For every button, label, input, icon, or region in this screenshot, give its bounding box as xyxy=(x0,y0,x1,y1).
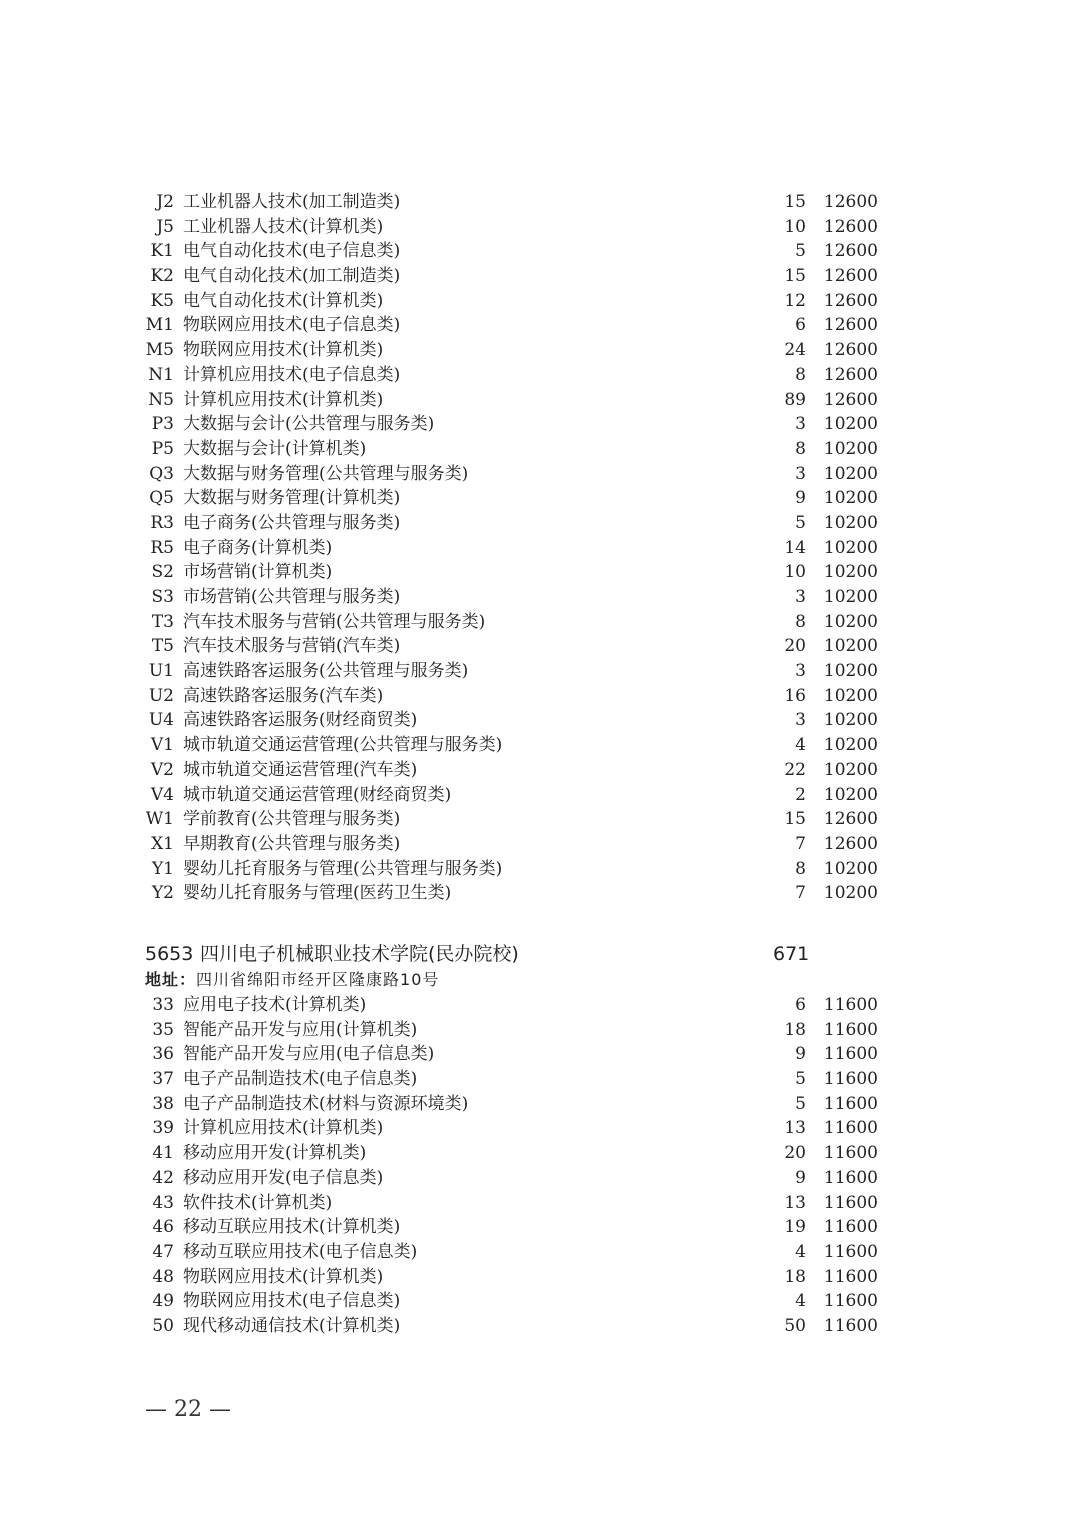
tuition-fee: 11600 xyxy=(823,1217,878,1238)
table-row xyxy=(0,1018,1080,1043)
program-code: U2 xyxy=(148,685,174,706)
program-name: 电子商务(计算机类) xyxy=(183,537,333,558)
enrollment-plan: 15 xyxy=(784,192,806,212)
tuition-fee: 10200 xyxy=(823,438,878,459)
program-code: N1 xyxy=(148,364,174,385)
program-name: 软件技术(计算机类) xyxy=(183,1192,333,1213)
program-name: 移动互联应用技术(计算机类) xyxy=(183,1217,401,1238)
address-text: 四川省绵阳市经开区隆康路10号 xyxy=(196,970,440,989)
program-code: 42 xyxy=(152,1167,174,1188)
table-row xyxy=(0,807,1080,832)
enrollment-plan: 7 xyxy=(795,883,806,904)
program-name: 工业机器人技术(加工制造类) xyxy=(183,192,401,212)
table-row xyxy=(0,1042,1080,1067)
enrollment-plan: 7 xyxy=(795,833,806,854)
tuition-fee: 12600 xyxy=(823,809,878,830)
table-row xyxy=(0,338,1080,363)
tuition-fee: 11600 xyxy=(823,1069,878,1090)
enrollment-plan: 4 xyxy=(795,1241,806,1262)
enrollment-plan: 5 xyxy=(795,1069,806,1090)
program-code: 46 xyxy=(152,1217,174,1238)
program-name: 物联网应用技术(电子信息类) xyxy=(183,1291,401,1312)
table-row xyxy=(0,536,1080,561)
table-row xyxy=(0,1289,1080,1314)
table-row xyxy=(0,1092,1080,1117)
tuition-fee: 10200 xyxy=(823,512,878,533)
program-name: 电子商务(公共管理与服务类) xyxy=(183,512,401,533)
program-name: 智能产品开发与应用(电子信息类) xyxy=(183,1044,435,1065)
tuition-fee: 10200 xyxy=(823,685,878,706)
enrollment-plan: 5 xyxy=(795,512,806,533)
table-row xyxy=(0,412,1080,437)
table-row xyxy=(0,215,1080,240)
program-code: Q3 xyxy=(149,463,174,484)
program-code: N5 xyxy=(148,389,174,410)
table-row xyxy=(0,437,1080,462)
tuition-fee: 12600 xyxy=(823,192,878,212)
school-name: 四川电子机械职业技术学院(民办院校) xyxy=(200,943,519,965)
enrollment-plan: 18 xyxy=(784,1019,806,1040)
program-name: 婴幼儿托育服务与管理(医药卫生类) xyxy=(183,883,452,904)
enrollment-plan: 14 xyxy=(784,537,806,558)
program-code: U4 xyxy=(148,710,174,731)
table-row xyxy=(0,1265,1080,1290)
tuition-fee: 11600 xyxy=(823,1241,878,1262)
program-code: Y2 xyxy=(151,883,174,904)
table-row xyxy=(0,708,1080,733)
tuition-fee: 11600 xyxy=(823,1143,878,1164)
enrollment-plan: 22 xyxy=(784,759,806,780)
program-code: 33 xyxy=(152,995,174,1015)
tuition-fee: 10200 xyxy=(823,710,878,731)
table-row xyxy=(0,993,1080,1018)
tuition-fee: 10200 xyxy=(823,858,878,879)
enrollment-plan: 15 xyxy=(784,809,806,830)
program-code: S3 xyxy=(151,587,174,607)
school-code: 5653 xyxy=(145,943,194,965)
program-name: 物联网应用技术(计算机类) xyxy=(183,1266,384,1287)
program-name: 应用电子技术(计算机类) xyxy=(183,995,367,1015)
tuition-fee: 10200 xyxy=(823,883,878,904)
tuition-fee: 11600 xyxy=(823,1291,878,1312)
program-name: 高速铁路客运服务(公共管理与服务类) xyxy=(183,661,469,682)
program-name: 电气自动化技术(计算机类) xyxy=(183,290,384,311)
program-name: 汽车技术服务与营销(公共管理与服务类) xyxy=(183,611,486,632)
program-code: V4 xyxy=(150,784,174,805)
page-number: — 22 — xyxy=(145,1397,231,1422)
table-row xyxy=(0,684,1080,709)
table-row xyxy=(0,1215,1080,1240)
enrollment-plan: 19 xyxy=(784,1217,806,1238)
table-row xyxy=(0,1191,1080,1216)
program-code: T5 xyxy=(151,636,174,657)
program-name: 市场营销(公共管理与服务类) xyxy=(183,587,401,607)
program-name: 市场营销(计算机类) xyxy=(183,562,333,583)
tuition-fee: 12600 xyxy=(823,266,878,287)
table-row xyxy=(0,634,1080,659)
program-name: 大数据与会计(计算机类) xyxy=(183,438,367,459)
program-code: K1 xyxy=(150,241,174,262)
tuition-fee: 10200 xyxy=(823,636,878,657)
tuition-fee: 10200 xyxy=(823,414,878,435)
program-code: P3 xyxy=(151,414,174,435)
enrollment-plan: 13 xyxy=(784,1192,806,1213)
table-row xyxy=(0,264,1080,289)
tuition-fee: 11600 xyxy=(823,1093,878,1114)
enrollment-plan: 5 xyxy=(795,241,806,262)
enrollment-plan: 3 xyxy=(795,463,806,484)
enrollment-plan: 5 xyxy=(795,1093,806,1114)
program-name: 物联网应用技术(电子信息类) xyxy=(183,315,401,336)
program-name: 城市轨道交通运营管理(汽车类) xyxy=(183,759,418,780)
tuition-fee: 10200 xyxy=(823,661,878,682)
enrollment-plan: 8 xyxy=(795,858,806,879)
program-code: 36 xyxy=(152,1044,174,1065)
tuition-fee: 12600 xyxy=(823,833,878,854)
tuition-fee: 10200 xyxy=(823,759,878,780)
program-code: 37 xyxy=(152,1069,174,1090)
tuition-fee: 10200 xyxy=(823,488,878,509)
enrollment-plan: 4 xyxy=(795,735,806,756)
tuition-fee: 11600 xyxy=(823,1192,878,1213)
tuition-fee: 11600 xyxy=(823,1118,878,1139)
program-code: P5 xyxy=(151,438,174,459)
enrollment-plan: 20 xyxy=(784,1143,806,1164)
table-row xyxy=(0,758,1080,783)
program-name: 学前教育(公共管理与服务类) xyxy=(183,809,401,830)
program-name: 移动互联应用技术(电子信息类) xyxy=(183,1241,418,1262)
enrollment-plan: 6 xyxy=(795,315,806,336)
program-code: K2 xyxy=(150,266,174,287)
school-total-plan: 671 xyxy=(773,943,810,965)
program-name: 计算机应用技术(计算机类) xyxy=(183,1118,384,1139)
tuition-fee: 11600 xyxy=(823,1167,878,1188)
tuition-fee: 10200 xyxy=(823,537,878,558)
tuition-fee: 12600 xyxy=(823,389,878,410)
table-row xyxy=(0,733,1080,758)
table-row xyxy=(0,857,1080,882)
program-name: 移动应用开发(电子信息类) xyxy=(183,1167,384,1188)
enrollment-plan: 3 xyxy=(795,587,806,607)
program-code: V2 xyxy=(150,759,174,780)
program-name: 电气自动化技术(加工制造类) xyxy=(183,266,401,287)
program-name: 现代移动通信技术(计算机类) xyxy=(183,1315,401,1336)
enrollment-plan: 8 xyxy=(795,438,806,459)
enrollment-plan: 12 xyxy=(784,290,806,311)
enrollment-plan: 9 xyxy=(795,1167,806,1188)
tuition-fee: 11600 xyxy=(823,995,878,1015)
school-address xyxy=(145,968,439,992)
table-row xyxy=(0,1166,1080,1191)
enrollment-plan: 9 xyxy=(795,1044,806,1065)
program-name: 高速铁路客运服务(汽车类) xyxy=(183,685,384,706)
program-code: S2 xyxy=(151,562,174,583)
enrollment-plan: 6 xyxy=(795,995,806,1015)
program-code: 38 xyxy=(152,1093,174,1114)
table-row xyxy=(0,783,1080,808)
program-code: W1 xyxy=(145,809,174,830)
table-row xyxy=(0,1240,1080,1265)
program-list-section-2 xyxy=(0,993,1080,1339)
tuition-fee: 10200 xyxy=(823,735,878,756)
program-name: 婴幼儿托育服务与管理(公共管理与服务类) xyxy=(183,858,503,879)
table-row xyxy=(0,239,1080,264)
program-code: M1 xyxy=(145,315,174,336)
program-name: 电子产品制造技术(电子信息类) xyxy=(183,1069,418,1090)
table-row xyxy=(0,881,1080,906)
program-code: T3 xyxy=(151,611,174,632)
program-code: M5 xyxy=(145,340,174,361)
program-name: 物联网应用技术(计算机类) xyxy=(183,340,384,361)
program-name: 电气自动化技术(电子信息类) xyxy=(183,241,401,262)
enrollment-plan: 13 xyxy=(784,1118,806,1139)
table-row xyxy=(0,363,1080,388)
enrollment-plan: 3 xyxy=(795,661,806,682)
program-code: Q5 xyxy=(149,488,174,509)
school-header xyxy=(0,939,1080,969)
address-label: 地址： xyxy=(145,970,197,989)
program-code: 47 xyxy=(152,1241,174,1262)
enrollment-plan: 16 xyxy=(784,685,806,706)
tuition-fee: 12600 xyxy=(823,364,878,385)
tuition-fee: 11600 xyxy=(823,1266,878,1287)
tuition-fee: 12600 xyxy=(823,340,878,361)
tuition-fee: 12600 xyxy=(823,241,878,262)
enrollment-plan: 20 xyxy=(784,636,806,657)
tuition-fee: 11600 xyxy=(823,1044,878,1065)
program-name: 智能产品开发与应用(计算机类) xyxy=(183,1019,418,1040)
program-name: 大数据与会计(公共管理与服务类) xyxy=(183,414,435,435)
program-code: X1 xyxy=(151,833,174,854)
program-code: V1 xyxy=(150,735,174,756)
tuition-fee: 12600 xyxy=(823,216,878,237)
program-name: 电子产品制造技术(材料与资源环境类) xyxy=(183,1093,469,1114)
table-row xyxy=(0,610,1080,635)
program-code: R3 xyxy=(150,512,174,533)
program-name: 大数据与财务管理(计算机类) xyxy=(183,488,401,509)
tuition-fee: 10200 xyxy=(823,562,878,583)
program-code: Y1 xyxy=(151,858,174,879)
program-name: 早期教育(公共管理与服务类) xyxy=(183,833,401,854)
enrollment-plan: 89 xyxy=(784,389,806,410)
table-row xyxy=(0,313,1080,338)
table-row xyxy=(0,585,1080,610)
enrollment-plan: 10 xyxy=(784,216,806,237)
program-code: 39 xyxy=(152,1118,174,1139)
program-code: J2 xyxy=(156,192,174,212)
program-code: K5 xyxy=(150,290,174,311)
tuition-fee: 12600 xyxy=(823,290,878,311)
enrollment-plan: 2 xyxy=(795,784,806,805)
table-row xyxy=(0,462,1080,487)
table-row xyxy=(0,486,1080,511)
enrollment-plan: 8 xyxy=(795,364,806,385)
program-name: 城市轨道交通运营管理(公共管理与服务类) xyxy=(183,735,503,756)
table-row xyxy=(0,560,1080,585)
enrollment-plan: 24 xyxy=(784,340,806,361)
table-row xyxy=(0,190,1080,215)
program-list-section-1 xyxy=(0,190,1080,906)
tuition-fee: 10200 xyxy=(823,587,878,607)
program-code: 43 xyxy=(152,1192,174,1213)
table-row xyxy=(0,1314,1080,1339)
program-code: 48 xyxy=(152,1266,174,1287)
program-name: 高速铁路客运服务(财经商贸类) xyxy=(183,710,418,731)
table-row xyxy=(0,1067,1080,1092)
program-code: 50 xyxy=(152,1315,174,1336)
program-code: 49 xyxy=(152,1291,174,1312)
table-row xyxy=(0,659,1080,684)
program-name: 移动应用开发(计算机类) xyxy=(183,1143,367,1164)
enrollment-plan: 4 xyxy=(795,1291,806,1312)
tuition-fee: 10200 xyxy=(823,463,878,484)
program-code: 35 xyxy=(152,1019,174,1040)
program-code: R5 xyxy=(150,537,174,558)
program-name: 工业机器人技术(计算机类) xyxy=(183,216,384,237)
program-code: U1 xyxy=(148,661,174,682)
enrollment-plan: 8 xyxy=(795,611,806,632)
program-name: 汽车技术服务与营销(汽车类) xyxy=(183,636,401,657)
program-name: 城市轨道交通运营管理(财经商贸类) xyxy=(183,784,452,805)
table-row xyxy=(0,511,1080,536)
program-name: 计算机应用技术(计算机类) xyxy=(183,389,384,410)
program-code: J5 xyxy=(156,216,174,237)
enrollment-plan: 18 xyxy=(784,1266,806,1287)
enrollment-plan: 9 xyxy=(795,488,806,509)
table-row xyxy=(0,1141,1080,1166)
table-row xyxy=(0,289,1080,314)
program-name: 计算机应用技术(电子信息类) xyxy=(183,364,401,385)
tuition-fee: 12600 xyxy=(823,315,878,336)
table-row xyxy=(0,1116,1080,1141)
program-code: 41 xyxy=(152,1143,174,1164)
enrollment-plan: 50 xyxy=(784,1315,806,1336)
tuition-fee: 11600 xyxy=(823,1019,878,1040)
tuition-fee: 10200 xyxy=(823,611,878,632)
enrollment-plan: 15 xyxy=(784,266,806,287)
program-name: 大数据与财务管理(公共管理与服务类) xyxy=(183,463,469,484)
table-row xyxy=(0,388,1080,413)
tuition-fee: 10200 xyxy=(823,784,878,805)
tuition-fee: 11600 xyxy=(823,1315,878,1336)
table-row xyxy=(0,832,1080,857)
enrollment-plan: 10 xyxy=(784,562,806,583)
enrollment-plan: 3 xyxy=(795,710,806,731)
enrollment-plan: 3 xyxy=(795,414,806,435)
